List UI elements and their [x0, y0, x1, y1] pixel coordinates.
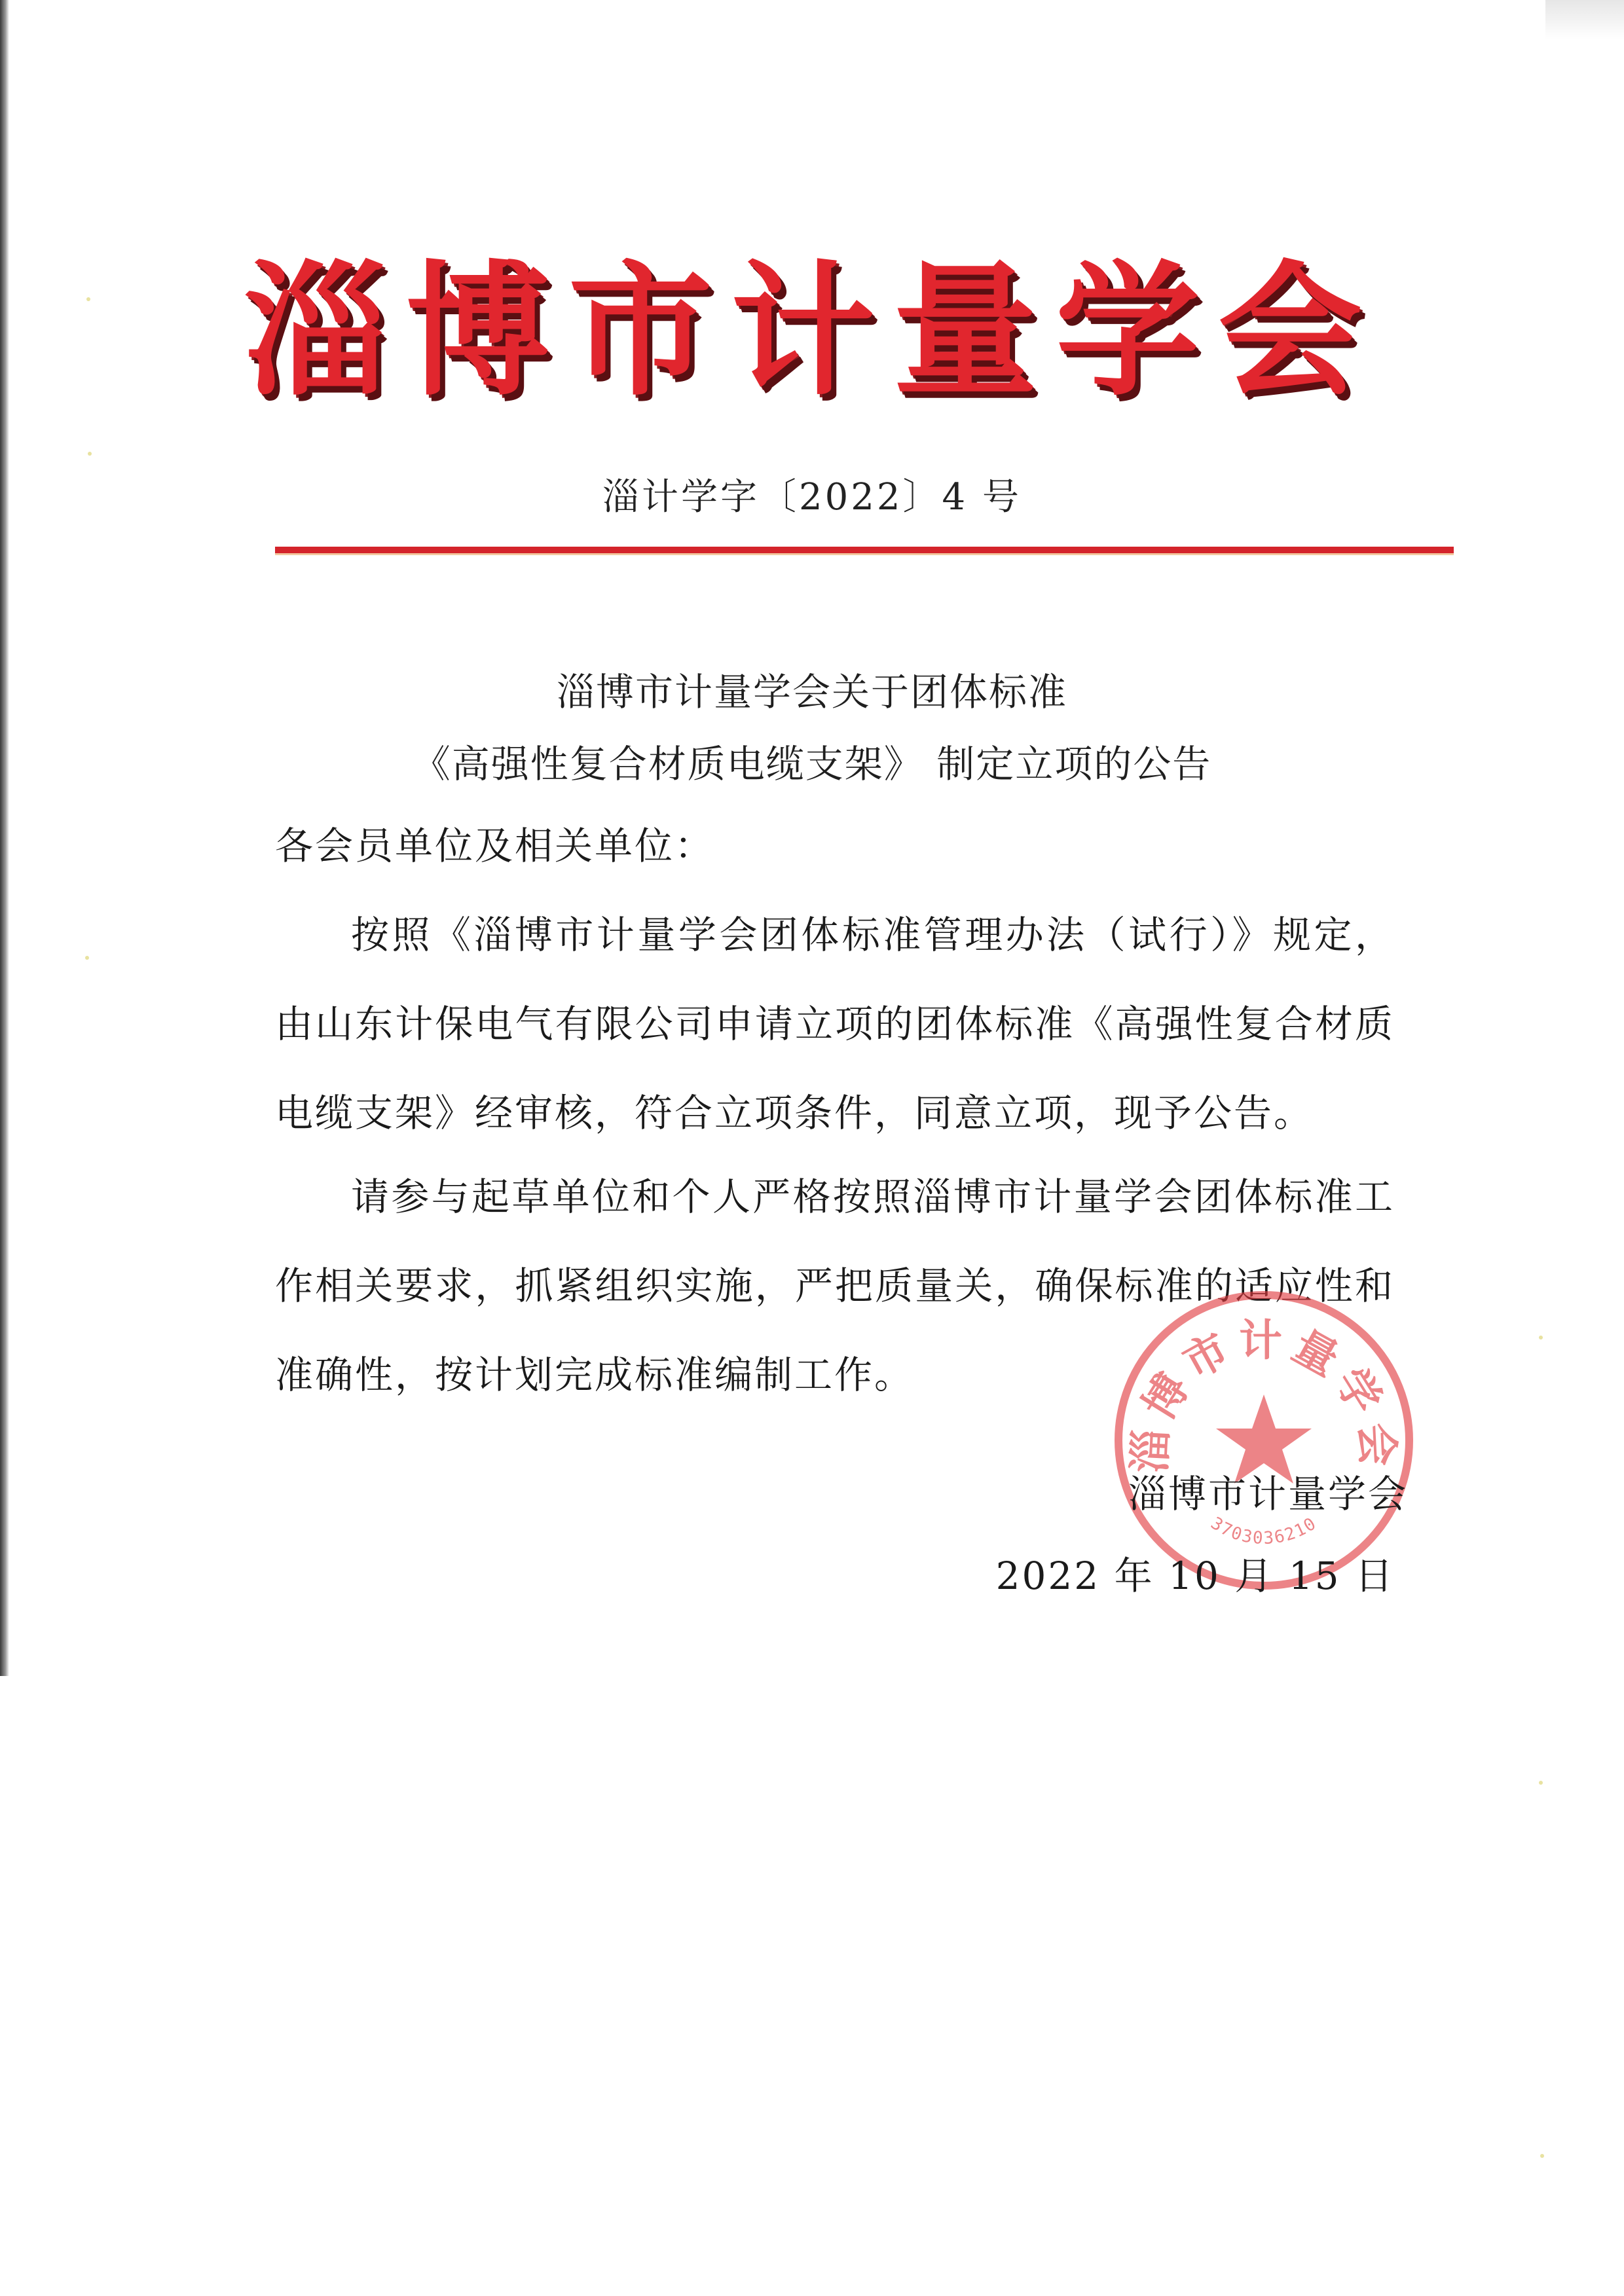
- signature-organization: 淄博市计量学会: [1128, 1472, 1408, 1516]
- notice-title-line-1: 淄博市计量学会关于团体标准: [556, 670, 1067, 714]
- scan-speck: [1539, 1336, 1543, 1339]
- scan-speck: [86, 297, 90, 301]
- body-paragraph-2: 请参与起草单位和个人严格按照淄博市计量学会团体标准工作相关要求，抓紧组织实施，严把质量关，确保标准的适应性和准确性，按计划完成标准编制工作。: [275, 1175, 1395, 1397]
- signature-date: 2022 年 10 月 15 日: [995, 1554, 1395, 1598]
- red-separator-line: [275, 547, 1454, 555]
- salutation: 各会员单位及相关单位：: [275, 824, 715, 868]
- scan-speck: [85, 956, 89, 960]
- scan-speck: [1539, 1781, 1543, 1785]
- seal-ring-text: 淄博市计量学会: [1124, 1315, 1404, 1474]
- body-paragraph-1: 按照《淄博市计量学会团体标准管理办法（试行）》规定，由山东计保电气有限公司申请立项的团体标准《高强性复合材质电缆支架》经审核，符合立项条件，同意立项，现予公告。: [275, 913, 1395, 1135]
- seal-serial-number: 3703036210: [1207, 1513, 1321, 1549]
- document-number: 淄计学字〔2022〕4 号: [602, 476, 1022, 519]
- scan-speck: [1540, 2154, 1544, 2158]
- notice-title-line-2: 《高强性复合材质电缆支架》 制定立项的公告: [412, 742, 1212, 786]
- scan-speck: [88, 452, 92, 456]
- letterhead-title: 淄博市计量学会: [243, 246, 1380, 415]
- scan-edge-shadow-top: [1545, 0, 1624, 39]
